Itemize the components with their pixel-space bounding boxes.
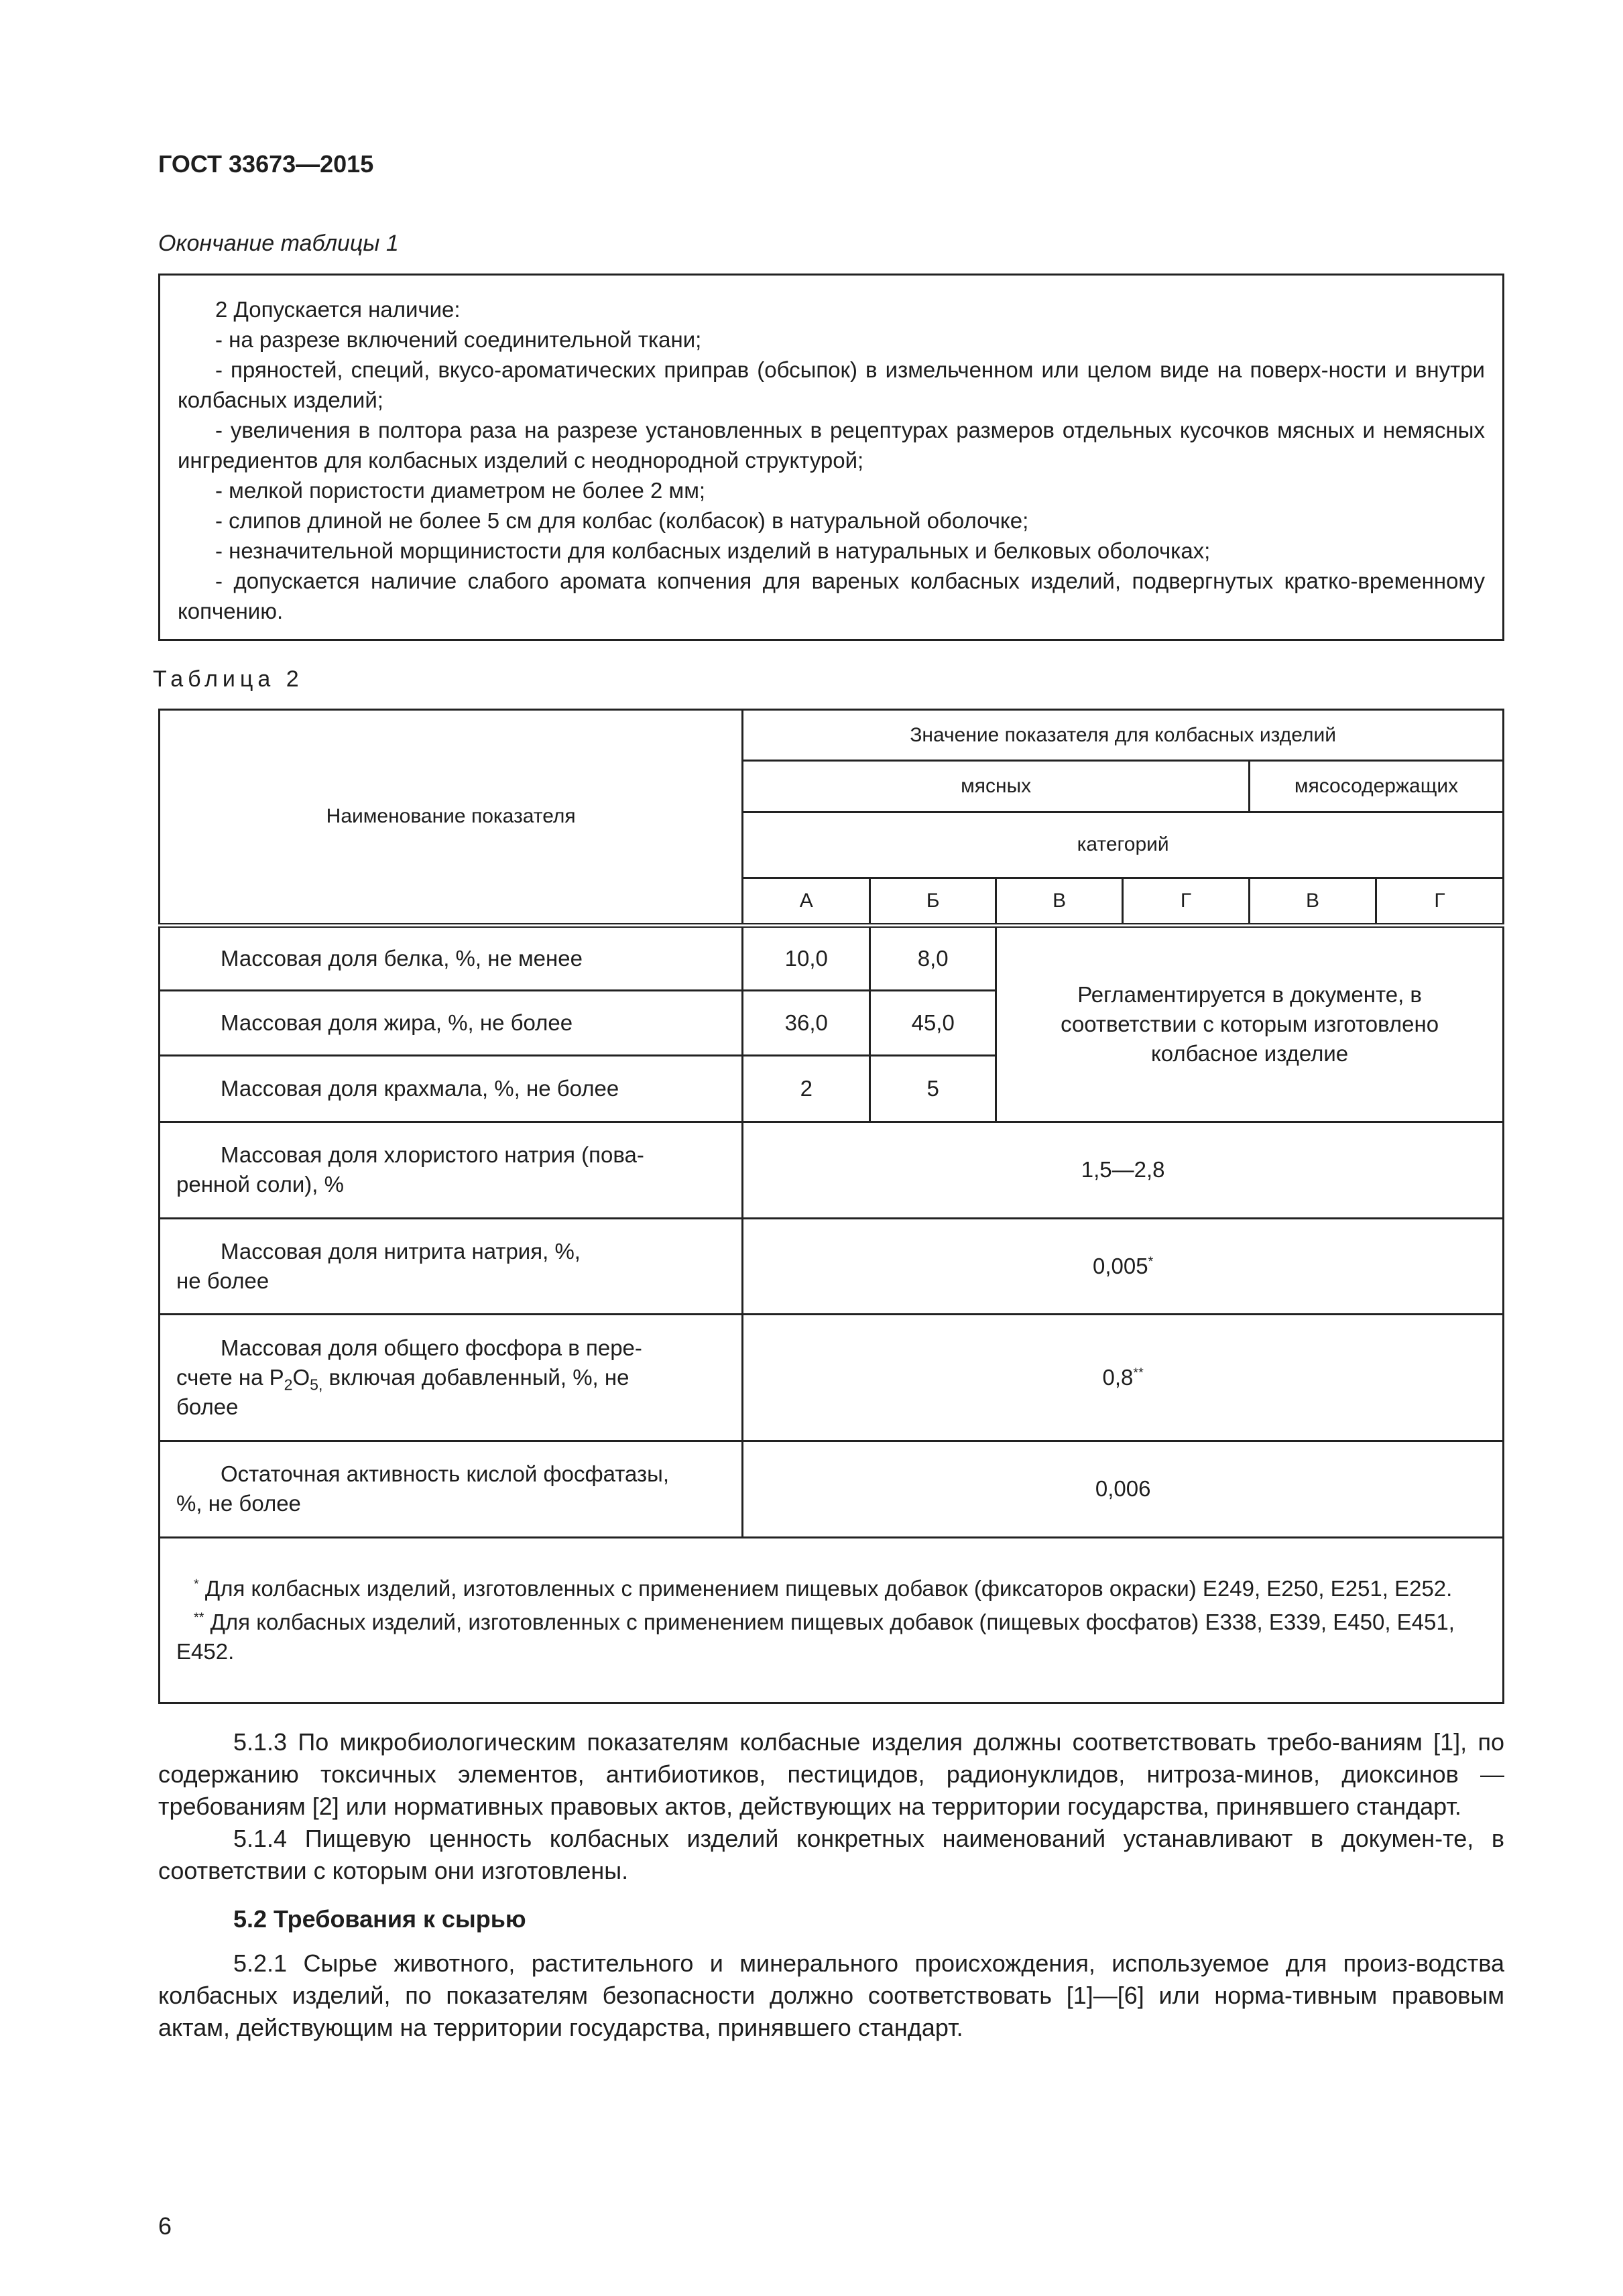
category-a: А	[743, 878, 870, 925]
phosphorus-value-text: 0,8	[1102, 1365, 1134, 1390]
row-protein-name: Массовая доля белка, %, не менее	[160, 925, 743, 990]
footnote-2-text: Для колбасных изделий, изготовленных с применением пищевых добавок (пищевых фосфатов) Е338, Е339, Е450, Е451, Е452.	[176, 1609, 1455, 1664]
header-indicator-name: Наименование показателя	[160, 710, 743, 926]
notes-item: - допускается наличие слабого аромата копчения для вареных колбасных изделий, подвергнутых кратко-временному копчению.	[178, 568, 1485, 623]
category-v: В	[996, 878, 1123, 925]
paragraph-5-1-4: 5.1.4 Пищевую ценность колбасных изделий конкретных наименований устанавливают в докумен-те, в соответствии с которым они изготовлены.	[158, 1825, 1504, 1884]
row-nitrite-name-line2: не более	[176, 1268, 269, 1293]
notes-item: - мелкой пористости диаметром не более 2 мм;	[215, 478, 706, 503]
notes-item: - слипов длиной не более 5 см для колбас (колбасок) в натуральной оболочке;	[215, 508, 1029, 533]
footnote-2	[176, 1608, 1486, 1667]
page-number: 6	[158, 2212, 172, 2240]
notes-item: - увеличения в полтора раза на разрезе установленных в рецептурах размеров отдельных кусочков мясных и немясных ингредиентов для колбасных изделий с неоднородной структурой;	[178, 418, 1485, 473]
phosphorus-footnote-mark: **	[1133, 1366, 1144, 1381]
header-categories: категорий	[743, 812, 1504, 878]
row-protein-a: 10,0	[743, 925, 870, 990]
category-g: Г	[1123, 878, 1250, 925]
header-meat-containing: мясосодержащих	[1250, 761, 1504, 812]
table2-caption: Таблица 2	[153, 666, 304, 692]
footnote-1-mark: *	[194, 1576, 199, 1591]
row-phosphatase-name-line2: %, не более	[176, 1491, 301, 1516]
document-header: ГОСТ 33673—2015	[158, 150, 374, 178]
row-phosphorus-name	[160, 1315, 743, 1441]
row-fat-b: 45,0	[870, 990, 996, 1055]
row-nitrite-name-line1: Массовая доля нитрита натрия, %,	[221, 1238, 581, 1264]
category-b: Б	[870, 878, 996, 925]
row-phosphatase-value: 0,006	[743, 1441, 1504, 1538]
phosphorus-subscript-2: 2	[284, 1376, 293, 1394]
nitrite-value-text: 0,005	[1093, 1253, 1148, 1278]
table2	[158, 709, 1504, 1704]
row-starch-b: 5	[870, 1056, 996, 1122]
row-phosphorus-name-line2	[176, 1363, 725, 1392]
row-phosphorus-value	[743, 1315, 1504, 1441]
row-protein-b: 8,0	[870, 925, 996, 990]
notes-lead: 2 Допускается наличие:	[215, 297, 461, 322]
body-text	[158, 1726, 1504, 2044]
row-fat-a: 36,0	[743, 990, 870, 1055]
row-salt-value: 1,5—2,8	[743, 1122, 1504, 1218]
row-phosphorus-name-line3: более	[176, 1394, 239, 1420]
table1-continuation-caption: Окончание таблицы 1	[158, 231, 399, 256]
notes-item: - на разрезе включений соединительной ткани;	[215, 327, 702, 352]
row-phosphatase-name	[160, 1441, 743, 1538]
notes-item: - незначительной морщинистости для колбасных изделий в натуральных и белковых оболочках;	[215, 538, 1211, 563]
regulated-note: Регламентируется в документе, в соответствии с которым изготовлено колбасное изделие	[996, 925, 1504, 1122]
category-v-containing: В	[1250, 878, 1376, 925]
footnote-2-mark: **	[194, 1610, 204, 1625]
phosphorus-name-suffix: включая добавленный, %, не	[322, 1365, 629, 1390]
nitrite-footnote-mark: *	[1148, 1254, 1154, 1269]
notes-item: - пряностей, специй, вкусо-ароматических приправ (обсыпок) в измельченном или целом виде на поверх-ности и внутри колбасных изделий;	[178, 357, 1485, 412]
row-phosphatase-name-line1: Остаточная активность кислой фосфатазы,	[221, 1461, 669, 1487]
row-fat-name: Массовая доля жира, %, не более	[160, 990, 743, 1055]
row-starch-a: 2	[743, 1056, 870, 1122]
section-heading-5-2: 5.2 Требования к сырью	[233, 1905, 526, 1933]
row-nitrite-name	[160, 1218, 743, 1315]
paragraph-5-1-3: 5.1.3 По микробиологическим показателям колбасные изделия должны соответствовать требо-ваниям [1], по содержанию токсичных элементов, антибиотиков, пестицидов, радионуклидов, нитроза-минов, диоксинов — требованиям [2] или нормативных правовых актов, действующих на территории государства, принявшего стандарт.	[158, 1728, 1504, 1820]
footnote-1-text: Для колбасных изделий, изготовленных с применением пищевых добавок (фиксаторов окраски) Е249, Е250, Е251, Е252.	[198, 1575, 1453, 1601]
paragraph-5-2-1: 5.2.1 Сырье животного, растительного и минерального происхождения, используемое для произ-водства колбасных изделий, по показателям безопасности должно соответствовать [1]—[6] или норма-тивным правовым актам, действующим на территории государства, принявшего стандарт.	[158, 1949, 1504, 2041]
table1-notes-box	[158, 274, 1504, 641]
category-g-containing: Г	[1376, 878, 1503, 925]
table2-footnotes	[160, 1537, 1504, 1703]
row-starch-name: Массовая доля крахмала, %, не более	[160, 1056, 743, 1122]
footnote-1	[176, 1574, 1486, 1604]
row-phosphorus-name-line1: Массовая доля общего фосфора в пере-	[221, 1335, 642, 1361]
header-meat: мясных	[743, 761, 1250, 812]
row-salt-name-line2: ренной соли), %	[176, 1172, 344, 1197]
row-salt-name	[160, 1122, 743, 1218]
row-nitrite-value	[743, 1218, 1504, 1315]
phosphorus-subscript-5: 5,	[310, 1376, 323, 1394]
header-value: Значение показателя для колбасных изделий	[743, 710, 1504, 761]
phosphorus-formula-o: O	[292, 1365, 310, 1390]
phosphorus-formula-prefix: счете на P	[176, 1365, 284, 1390]
row-salt-name-line1: Массовая доля хлористого натрия (пова-	[221, 1142, 644, 1168]
